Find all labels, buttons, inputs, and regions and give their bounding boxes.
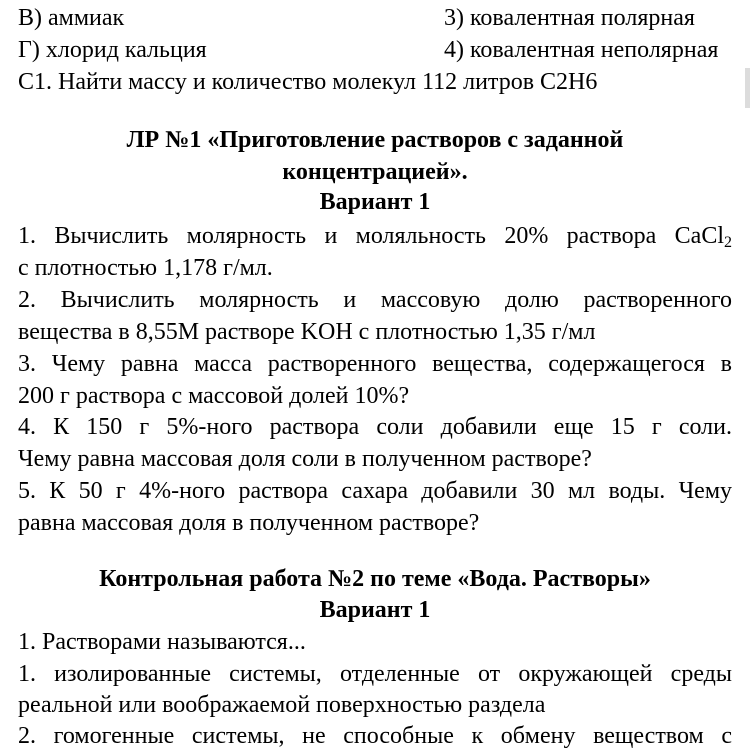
option-3-covalent-polar: 3) ковалентная полярная [444,5,695,31]
option-b-ammonia: В) аммиак [18,5,125,31]
option-4-covalent-nonpolar: 4) ковалентная неполярная [444,37,719,63]
lab-question-3: 3. Чему равна масса растворенного вещества, содержащегося в [18,351,732,377]
control-variant-heading: Вариант 1 [319,597,431,623]
lab-question-4-continuation: Чему равна массовая доля соли в полученном растворе? [18,446,592,472]
lab-variant-heading: Вариант 1 [319,189,431,215]
option-g-calcium-chloride: Г) хлорид кальция [18,37,207,63]
scan-edge-shadow [745,68,750,108]
lab-question-1-continuation: с плотностью 1,178 г/мл. [18,255,273,281]
lab-question-5-continuation: равна массовая доля в полученном растворе? [18,510,480,536]
control-option-1: 1. изолированные системы, отделенные от окружающей среды [18,661,732,687]
answer-row-1 [18,2,732,34]
lab-title-line-1: ЛР №1 «Приготовление растворов с заданной [126,127,624,153]
control-option-1-continuation: реальной или воображаемой поверхностью раздела [18,692,546,718]
control-question-1: 1. Растворами называются... [18,629,306,655]
lab-question-5: 5. К 50 г 4%-ного раствора сахара добавили 30 мл воды. Чему [18,478,732,504]
control-work-title: Контрольная работа №2 по теме «Вода. Растворы» [99,566,651,592]
task-c1: С1. Найти массу и количество молекул 112 литров С2Н6 [18,69,598,95]
lab-question-1-text: 1. Вычислить молярность и моляльность 20% раствора CaCl [18,223,724,249]
lab-question-4: 4. К 150 г 5%-ного раствора соли добавили еще 15 г соли. [18,414,732,440]
control-option-2: 2. гомогенные системы, не способные к обмену веществом с [18,723,732,749]
lab-title-line-2: концентрацией». [282,159,468,185]
lab-question-2-continuation: вещества в 8,55М растворе KOH с плотностью 1,35 г/мл [18,319,596,345]
lab-question-1 [18,220,732,252]
answer-row-2 [18,34,732,66]
lab-question-2: 2. Вычислить молярность и массовую долю растворенного [18,287,732,313]
lab-question-3-continuation: 200 г раствора с массовой долей 10%? [18,383,410,409]
lab-question-1-subscript: 2 [724,234,732,251]
